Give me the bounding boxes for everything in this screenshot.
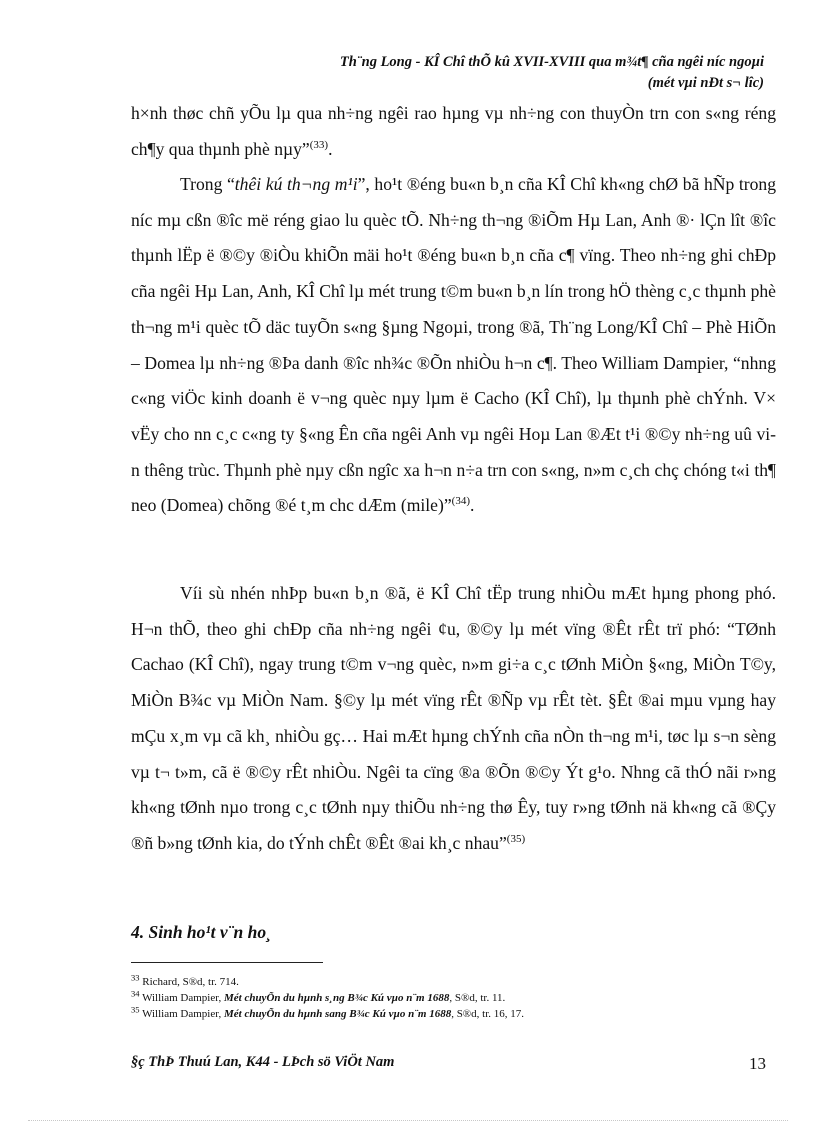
header-subtitle: (mét vµi nÐt s¬ lîc) (647, 75, 764, 91)
section-heading: 4. Sinh ho¹t v¨n ho¸ (131, 922, 272, 942)
page-number: 13 (749, 1054, 766, 1073)
paragraph-2-lead: Trong “ (180, 174, 235, 194)
paragraph-2-end: . (470, 495, 475, 516)
citation-33: (33) (309, 138, 329, 151)
footnote-number: 33 (131, 972, 140, 983)
footnote-33 (131, 974, 776, 990)
footnote-text: Richard, S®d, tr. 714. (142, 976, 239, 988)
footnote-number: 35 (131, 1004, 140, 1015)
footnote-34 (131, 990, 776, 1006)
footnote-text-tail: , S®d, tr. 16, 17. (451, 1008, 525, 1020)
paragraph-1-text: h×nh thøc chñ yÕu lµ qua nh÷ng ngêi rao hµng vµ nh÷ng con thuyÒn trn con s«ng réng ch¶y qua thµnh phè nµy” (131, 103, 776, 159)
paragraph-2-italic-term: thêi kú th¬ng m¹i (234, 174, 358, 194)
page-bottom-divider (28, 1120, 788, 1121)
paragraph-3 (131, 576, 776, 862)
citation-34: (34) (451, 495, 470, 508)
paragraph-2 (131, 167, 776, 524)
paragraph-1-end: . (328, 138, 333, 159)
header-title: Th¨ng Long - KÎ Chî thÕ kû XVII-XVIII qua m¾t¶ cña ngêi níc ngoµi (339, 54, 764, 70)
paragraph-2-text: ”, ho¹t ®éng bu«n b¸n cña KÎ Chî kh«ng chØ bã hÑp trong níc mµ cßn ®îc më réng giao lu quèc tÕ. Nh÷ng th¬ng ®iÕm Hµ Lan, Anh ®· lÇn lît ®îc thµnh lËp ë ®©y ®iÒu khiÕn mäi ho¹t ®éng bu«n b¸n cña c¶ vïng. Theo nh÷ng ghi chÐp cña ngêi Hµ Lan, Anh, KÎ Chî lµ mét trung t©m bu«n b¸n lín trong hÖ thèng c¸c thµnh phè th¬ng m¹i quèc tÕ däc tuyÕn s«ng §µng Ngoµi, trong ®ã, Th¨ng Long/KÎ Chî – Phè HiÕn – Domea lµ nh÷ng ®Þa danh ®îc nh¾c ®Õn nhiÒu h¬n c¶. Theo William Dampier, “nhng c«ng viÖc kinh doanh ë v¬ng quèc nµy lµm ë Cacho (KÎ Chî), lµ thµnh phè chÝnh. V× vËy cho nn c¸c c«ng ty §«ng Ên cña ngêi Anh vµ ngêi Hoµ Lan ®Æt t¹i ®©y nh÷ng uû vin thêng trùc. Thµnh phè nµy cßn ngîc xa h¬n n÷a trn con s«ng, n»m c¸ch chç chóng t«i th¶ neo (Domea) chõng ®é t¸m chc dÆm (mile)” (131, 174, 776, 516)
citation-35: (35) (506, 833, 526, 846)
footnote-text: William Dampier, (142, 992, 224, 1004)
footnote-work-title: Mét chuyÕn du hµnh s¸ng B¾c Kú vµo n¨m 1688 (223, 992, 450, 1004)
running-header (244, 52, 764, 94)
paragraph-1 (131, 96, 776, 167)
footnote-text-tail: , S®d, tr. 11. (449, 992, 506, 1004)
paragraph-3-text: Víi sù nhén nhÞp bu«n b¸n ®ã, ë KÎ Chî tËp trung nhiÒu mÆt hµng phong phó. H¬n thÕ, theo ghi chÐp cña nh÷ng ngêi ¢u, ®©y lµ mét vïng ®Êt rÊt trï phó: “TØnh Cachao (KÎ Chî), ngay trung t©m v¬ng quèc, n»m gi÷a c¸c tØnh MiÒn §«ng, MiÒn T©y, MiÒn B¾c vµ MiÒn Nam. §©y lµ mét vïng rÊt ®Ñp vµ rÊt tèt. §Êt ®ai mµu vµng hay mÇu x¸m vµ cã kh¸ nhiÒu gç… Hai mÆt hµng chÝnh cña nÒn th¬ng m¹i, tøc lµ s¬n sèng vµ t¬ t»m, cã ë ®©y rÊt nhiÒu. Ngêi ta cïng ®a ®Õn ®©y Ýt g¹o. Nhng cã thÓ nãi r»ng kh«ng tØnh nµo trong c¸c tØnh nµy thiÕu nh÷ng thø Êy, tuy r»ng tØnh nä kh«ng cã ®Çy ®ñ b»ng tØnh kia, do tÝnh chÊt ®Êt ®ai kh¸c nhau” (131, 583, 776, 853)
footer-author: §ç ThÞ Thuú Lan, K44 - LÞch sö ViÖt Nam (131, 1054, 395, 1070)
footnote-work-title: Mét chuyÕn du hµnh sang B¾c Kú vµo n¨m 1688 (223, 1008, 452, 1020)
footnote-text: William Dampier, (142, 1008, 224, 1020)
footnote-separator (131, 962, 323, 963)
footnote-number: 34 (131, 988, 140, 999)
footnote-35 (131, 1006, 776, 1022)
footnotes (131, 974, 776, 1022)
